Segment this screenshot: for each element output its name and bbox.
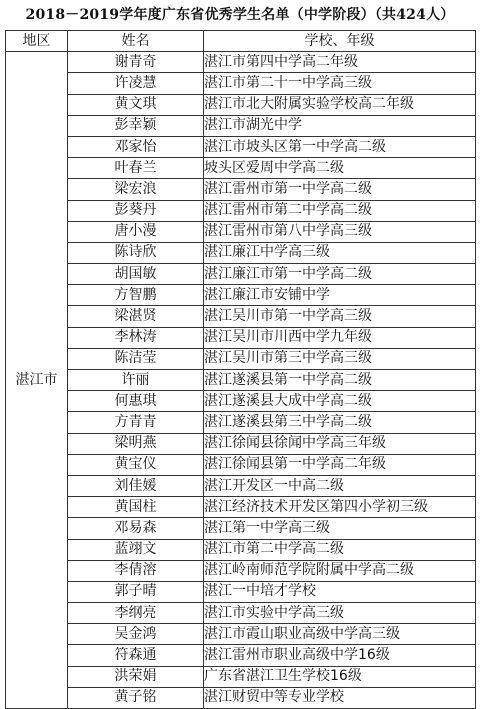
table-row (6, 115, 476, 136)
school-grade-cell: 湛江岭南师范学院附属中学高二级 (204, 560, 476, 581)
table-row (6, 370, 476, 391)
table-row (6, 560, 476, 581)
student-name-cell: 许丽 (68, 370, 204, 391)
table-row (6, 433, 476, 454)
table-row (6, 221, 476, 242)
student-name-cell: 许凌慧 (68, 73, 204, 94)
school-grade-cell: 广东省湛江卫生学校16级 (204, 666, 476, 687)
table-header-row (6, 31, 476, 52)
school-grade-cell: 湛江财贸中等专业学校 (204, 687, 476, 708)
header-region: 地区 (6, 31, 68, 52)
student-name-cell: 梁明燕 (68, 433, 204, 454)
school-grade-cell: 湛江雷州市第八中学高三级 (204, 221, 476, 242)
student-name-cell: 郭子晴 (68, 581, 204, 602)
school-grade-cell: 湛江一中培才学校 (204, 581, 476, 602)
school-grade-cell: 湛江遂溪县第一中学高二级 (204, 370, 476, 391)
student-name-cell: 梁湛贤 (68, 306, 204, 327)
student-name-cell: 方青青 (68, 412, 204, 433)
school-grade-cell: 湛江市坡头区第一中学高二级 (204, 136, 476, 157)
school-grade-cell: 湛江徐闻县徐闻中学高三年级 (204, 433, 476, 454)
table-row (6, 264, 476, 285)
school-grade-cell: 湛江廉江市安铺中学 (204, 285, 476, 306)
table-row (6, 73, 476, 94)
student-name-cell: 谢青奇 (68, 52, 204, 73)
student-name-cell: 彭葵丹 (68, 200, 204, 221)
student-name-cell: 陈洁莹 (68, 348, 204, 369)
table-row (6, 136, 476, 157)
table-row (6, 200, 476, 221)
student-name-cell: 李林涛 (68, 327, 204, 348)
table-row (6, 52, 476, 73)
table-row (6, 306, 476, 327)
school-grade-cell: 湛江吴川市第一中学高三级 (204, 306, 476, 327)
student-name-cell: 梁宏浪 (68, 179, 204, 200)
student-name-cell: 唐小漫 (68, 221, 204, 242)
school-grade-cell: 湛江遂溪县第三中学高二级 (204, 412, 476, 433)
school-grade-cell: 湛江吴川市第三中学高三级 (204, 348, 476, 369)
table-row (6, 539, 476, 560)
student-name-cell: 黄宝仪 (68, 454, 204, 475)
school-grade-cell: 湛江廉江中学高三级 (204, 242, 476, 263)
table-row (6, 645, 476, 666)
school-grade-cell: 湛江雷州市第一中学高二级 (204, 179, 476, 200)
school-grade-cell: 湛江经济技术开发区第四小学初三级 (204, 497, 476, 518)
student-name-cell: 李倩溶 (68, 560, 204, 581)
table-row (6, 518, 476, 539)
school-grade-cell: 湛江市第四中学高二年级 (204, 52, 476, 73)
region-cell: 湛江市 (6, 52, 68, 709)
school-grade-cell: 湛江市湖光中学 (204, 115, 476, 136)
student-name-cell: 彭幸颖 (68, 115, 204, 136)
school-grade-cell: 湛江市第二十一中学高三级 (204, 73, 476, 94)
table-row (6, 158, 476, 179)
student-name-cell: 邓家怡 (68, 136, 204, 157)
school-grade-cell: 湛江第一中学高三级 (204, 518, 476, 539)
school-grade-cell: 湛江开发区一中高二级 (204, 475, 476, 496)
table-row (6, 624, 476, 645)
table-body (6, 52, 476, 709)
student-name-cell: 符森通 (68, 645, 204, 666)
student-name-cell: 黄国柱 (68, 497, 204, 518)
school-grade-cell: 湛江吴川市川西中学九年级 (204, 327, 476, 348)
school-grade-cell: 湛江市霞山职业高级中学高三级 (204, 624, 476, 645)
student-name-cell: 黄文琪 (68, 94, 204, 115)
student-name-cell: 何惠琪 (68, 391, 204, 412)
student-name-cell: 吴金鸿 (68, 624, 204, 645)
header-school: 学校、年级 (204, 31, 476, 52)
student-name-cell: 洪荣娟 (68, 666, 204, 687)
table-row (6, 327, 476, 348)
table-row (6, 348, 476, 369)
table-row (6, 475, 476, 496)
school-grade-cell: 湛江遂溪县大成中学高二级 (204, 391, 476, 412)
student-name-cell: 李纲亮 (68, 603, 204, 624)
header-name: 姓名 (68, 31, 204, 52)
student-name-cell: 胡国敏 (68, 264, 204, 285)
student-name-cell: 刘佳媛 (68, 475, 204, 496)
page-title: 2018－2019学年度广东省优秀学生名单（中学阶段）（共424人） (25, 7, 455, 23)
school-grade-cell: 湛江雷州市职业高级中学16级 (204, 645, 476, 666)
table-row (6, 285, 476, 306)
student-name-cell: 邓易森 (68, 518, 204, 539)
table-row (6, 603, 476, 624)
table-row (6, 581, 476, 602)
table-row (6, 412, 476, 433)
school-grade-cell: 湛江雷州市第二中学高二级 (204, 200, 476, 221)
table-row (6, 497, 476, 518)
table-row (6, 242, 476, 263)
student-name-cell: 方智鹏 (68, 285, 204, 306)
student-roster-table (5, 30, 476, 709)
table-row (6, 391, 476, 412)
student-name-cell: 叶春兰 (68, 158, 204, 179)
table-row (6, 94, 476, 115)
school-grade-cell: 坡头区爱周中学高二级 (204, 158, 476, 179)
student-name-cell: 黄子铭 (68, 687, 204, 708)
table-row (6, 687, 476, 708)
school-grade-cell: 湛江廉江市第一中学高二级 (204, 264, 476, 285)
school-grade-cell: 湛江市实验中学高三级 (204, 603, 476, 624)
school-grade-cell: 湛江徐闻县第一中学高二年级 (204, 454, 476, 475)
table-row (6, 666, 476, 687)
table-row (6, 179, 476, 200)
student-name-cell: 蓝翊文 (68, 539, 204, 560)
school-grade-cell: 湛江市第二中学高二级 (204, 539, 476, 560)
student-name-cell: 陈诗欣 (68, 242, 204, 263)
school-grade-cell: 湛江市北大附属实验学校高二年级 (204, 94, 476, 115)
table-row (6, 454, 476, 475)
